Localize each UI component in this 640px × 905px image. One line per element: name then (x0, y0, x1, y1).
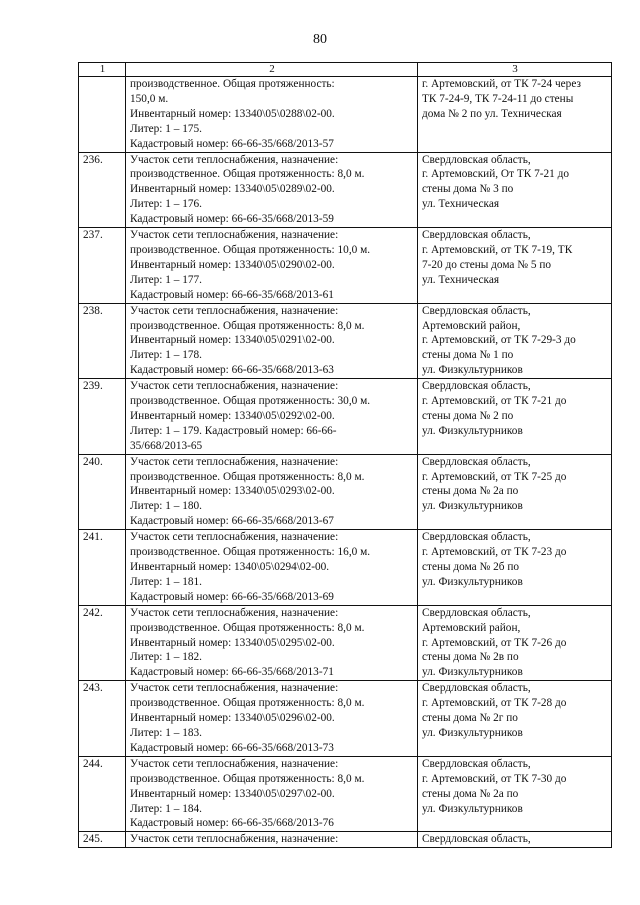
address-cell (418, 379, 612, 455)
address-line: ул. Физкультурников (422, 575, 523, 588)
description-line: производственное. Общая протяженность: 8,0 м. (130, 470, 365, 483)
column-header-address: 3 (418, 63, 612, 77)
row-number-cell (79, 152, 126, 228)
address-line: г. Артемовский, от ТК 7-23 до (422, 546, 567, 559)
address-line: ул. Физкультурников (422, 802, 523, 815)
description-line: Кадастровый номер: 66-66-35/668/2013-71 (130, 666, 334, 679)
page-number: 80 (313, 32, 327, 47)
address-line: стены дома № 2а по (422, 485, 519, 498)
description-line: 35/668/2013-65 (130, 439, 203, 452)
address-line: Свердловская область, (422, 606, 531, 619)
address-cell (418, 756, 612, 832)
description-line: Литер: 1 – 179. Кадастровый номер: 66-66- (130, 424, 337, 437)
row-number-cell (79, 681, 126, 757)
address-line: стены дома № 2в по (422, 651, 519, 664)
description-line: Инвентарный номер: 13340\05\0292\02-00. (130, 409, 335, 422)
address-line: стены дома № 2г по (422, 712, 518, 725)
description-line: Участок сети теплоснабжения, назначение: (130, 682, 339, 695)
row-number-cell (79, 228, 126, 304)
row-number: 244. (83, 757, 103, 770)
description-line: Кадастровый номер: 66-66-35/668/2013-57 (130, 137, 334, 150)
description-line: Кадастровый номер: 66-66-35/668/2013-76 (130, 817, 334, 830)
description-line: производственное. Общая протяженность: 8,0 м. (130, 772, 365, 785)
address-line: г. Артемовский, от ТК 7-28 до (422, 697, 567, 710)
description-cell (126, 530, 418, 606)
description-line: 150,0 м. (130, 92, 169, 105)
address-line: ул. Физкультурников (422, 364, 523, 377)
description-line: Литер: 1 – 182. (130, 651, 202, 664)
row-number: 243. (83, 682, 103, 695)
description-line: Кадастровый номер: 66-66-35/668/2013-61 (130, 288, 334, 301)
description-line: Инвентарный номер: 13340\05\0290\02-00. (130, 258, 335, 271)
address-line: стены дома № 2а по (422, 787, 519, 800)
description-line: Литер: 1 – 184. (130, 802, 202, 815)
description-line: Инвентарный номер: 13340\05\0288\02-00. (130, 107, 335, 120)
column-header-description: 2 (126, 63, 418, 77)
description-line: производственное. Общая протяженность: 8,0 м. (130, 168, 365, 181)
address-line: г. Артемовский, от ТК 7-24 через (422, 78, 581, 90)
row-number: 239. (83, 380, 103, 393)
address-line: Свердловская область, (422, 380, 531, 393)
description-line: Кадастровый номер: 66-66-35/668/2013-69 (130, 590, 334, 603)
address-line: стены дома № 2 по (422, 409, 514, 422)
table-row (79, 152, 612, 228)
description-line: производственное. Общая протяженность: 10,0 м. (130, 243, 371, 256)
address-line: ул. Техническая (422, 273, 500, 286)
description-line: Инвентарный номер: 13340\05\0289\02-00. (130, 183, 335, 196)
address-line: стены дома № 2б по (422, 561, 520, 573)
description-cell (126, 228, 418, 304)
description-line: Участок сети теплоснабжения, назначение: (130, 380, 339, 393)
description-line: Литер: 1 – 175. (130, 122, 202, 135)
address-line: г. Артемовский, от ТК 7-25 до (422, 470, 567, 483)
description-line: производственное. Общая протяженность: 8,0 м. (130, 319, 365, 332)
row-number-cell (79, 756, 126, 832)
address-cell (418, 454, 612, 530)
address-line: дома № 2 по ул. Техническая (422, 107, 562, 120)
description-line: Литер: 1 – 180. (130, 500, 202, 513)
table-row (79, 681, 612, 757)
property-registry-table (78, 62, 612, 848)
row-number: 242. (83, 606, 103, 619)
address-line: Свердловская область, (422, 304, 531, 317)
description-line: Участок сети теплоснабжения, назначение: (130, 757, 339, 770)
row-number-cell (79, 605, 126, 681)
description-line: Участок сети теплоснабжения, назначение: (130, 833, 339, 846)
address-line: г. Артемовский, от ТК 7-30 до (422, 772, 567, 785)
row-number-cell (79, 303, 126, 379)
address-cell (418, 530, 612, 606)
address-cell (418, 152, 612, 228)
address-cell (418, 832, 612, 848)
table-row (79, 303, 612, 379)
description-line: Инвентарный номер: 13340\05\0291\02-00. (130, 334, 335, 347)
address-cell (418, 605, 612, 681)
row-number-cell (79, 454, 126, 530)
description-cell (126, 681, 418, 757)
description-line: Литер: 1 – 178. (130, 349, 202, 362)
description-cell (126, 152, 418, 228)
table-body (79, 77, 612, 848)
row-number: 245. (83, 833, 103, 846)
address-line: Свердловская область, (422, 757, 531, 770)
table-row (79, 454, 612, 530)
address-line: ТК 7-24-9, ТК 7-24-11 до стены (422, 92, 574, 105)
description-line: Кадастровый номер: 66-66-35/668/2013-73 (130, 741, 334, 754)
address-line: ул. Физкультурников (422, 666, 523, 679)
description-line: Участок сети теплоснабжения, назначение: (130, 229, 339, 242)
address-line: Свердловская область, (422, 229, 531, 242)
address-line: Свердловская область, (422, 833, 531, 846)
description-line: Литер: 1 – 177. (130, 273, 202, 286)
description-cell (126, 379, 418, 455)
address-line: ул. Физкультурников (422, 424, 523, 437)
address-line: Свердловская область, (422, 682, 531, 695)
description-line: Инвентарный номер: 13340\05\0293\02-00. (130, 485, 335, 498)
description-line: производственное. Общая протяженность: 16,0 м. (130, 546, 371, 559)
description-line: Литер: 1 – 176. (130, 198, 202, 211)
address-cell (418, 228, 612, 304)
description-cell (126, 605, 418, 681)
description-line: Участок сети теплоснабжения, назначение: (130, 153, 339, 166)
row-number: 236. (83, 153, 103, 166)
row-number-cell (79, 379, 126, 455)
address-line: стены дома № 1 по (422, 349, 514, 362)
description-line: Кадастровый номер: 66-66-35/668/2013-63 (130, 364, 334, 377)
description-line: Литер: 1 – 181. (130, 575, 202, 588)
table-row (79, 228, 612, 304)
address-line: ул. Техническая (422, 198, 500, 211)
description-line: Инвентарный номер: 13340\05\0296\02-00. (130, 712, 335, 725)
description-line: производственное. Общая протяженность: 8,0 м. (130, 621, 365, 634)
description-line: Участок сети теплоснабжения, назначение: (130, 304, 339, 317)
address-line: Свердловская область, (422, 455, 531, 468)
address-line: г. Артемовский, от ТК 7-29-3 до (422, 334, 576, 347)
row-number-cell (79, 832, 126, 848)
address-cell (418, 303, 612, 379)
description-line: Кадастровый номер: 66-66-35/668/2013-59 (130, 213, 334, 226)
address-line: 7-20 до стены дома № 5 по (422, 258, 552, 271)
description-cell (126, 832, 418, 848)
address-line: Артемовский район, (422, 621, 521, 634)
table-row (79, 530, 612, 606)
address-line: г. Артемовский, От ТК 7-21 до (422, 168, 570, 181)
table-row (79, 756, 612, 832)
description-line: Литер: 1 – 183. (130, 726, 202, 739)
address-line: Свердловская область, (422, 531, 531, 544)
description-line: Кадастровый номер: 66-66-35/668/2013-67 (130, 515, 334, 528)
row-number: 238. (83, 304, 103, 317)
address-cell (418, 77, 612, 153)
row-number: 240. (83, 455, 103, 468)
address-line: ул. Физкультурников (422, 726, 523, 739)
table-row (79, 379, 612, 455)
description-line: Участок сети теплоснабжения, назначение: (130, 531, 339, 544)
description-cell (126, 454, 418, 530)
address-line: стены дома № 3 по (422, 183, 514, 196)
description-line: Инвентарный номер: 13340\05\0297\02-00. (130, 787, 335, 800)
description-line: производственное. Общая протяженность: 8,0 м. (130, 697, 365, 710)
description-cell (126, 756, 418, 832)
row-number-cell (79, 77, 126, 153)
row-number: 237. (83, 229, 103, 242)
description-line: Инвентарный номер: 1340\05\0294\02-00. (130, 561, 330, 573)
address-cell (418, 681, 612, 757)
address-line: ул. Физкультурников (422, 500, 523, 513)
address-line: г. Артемовский, от ТК 7-19, ТК (422, 243, 573, 256)
description-line: производственное. Общая протяженность: (130, 78, 335, 90)
table-row (79, 77, 612, 153)
address-line: г. Артемовский, от ТК 7-26 до (422, 636, 567, 649)
row-number: 241. (83, 531, 103, 544)
description-line: Участок сети теплоснабжения, назначение: (130, 455, 339, 468)
table-row (79, 832, 612, 848)
row-number-cell (79, 530, 126, 606)
address-line: Артемовский район, (422, 319, 521, 332)
description-line: производственное. Общая протяженность: 30,0 м. (130, 395, 371, 408)
description-line: Участок сети теплоснабжения, назначение: (130, 606, 339, 619)
description-cell (126, 77, 418, 153)
column-header-number: 1 (79, 63, 126, 77)
description-line: Инвентарный номер: 13340\05\0295\02-00. (130, 636, 335, 649)
description-cell (126, 303, 418, 379)
table-header-row (79, 63, 612, 77)
address-line: Свердловская область, (422, 153, 531, 166)
address-line: г. Артемовский, от ТК 7-21 до (422, 395, 567, 408)
table-row (79, 605, 612, 681)
